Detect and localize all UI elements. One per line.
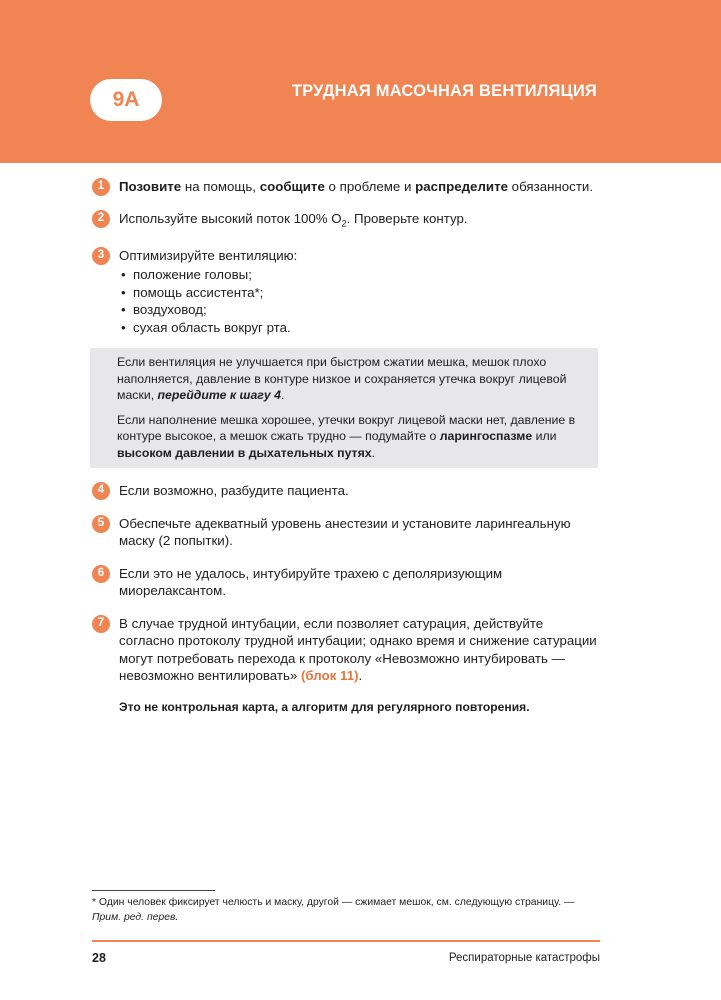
step-6-text: Если это не удалось, интубируйте трахею с деполяризующим миорелаксантом. xyxy=(119,565,503,599)
step-4 xyxy=(92,482,600,500)
step-1-text-1: на помощь, xyxy=(181,179,260,194)
step-7-text-end: . xyxy=(358,668,363,684)
info-paragraph-1 xyxy=(117,354,588,404)
step-7 xyxy=(92,615,600,685)
step-5-text: Обеспечьте адекватный уровень анестезии и установите ларингеальную маску (2 попытки). xyxy=(119,515,571,549)
main-content xyxy=(92,178,600,714)
step-number-badge: 7 xyxy=(92,615,110,633)
step-1-bold-2: сообщите xyxy=(259,179,325,194)
info-text: Если вентиляция не улучшается при быстром сжатии мешка, мешок плохо наполняется, давление в контуре низкое и сохраняется утечка вокруг лицевой маски, xyxy=(117,355,567,403)
step-1-text-2: о проблеме и xyxy=(324,179,416,194)
info-text-end: . xyxy=(371,445,376,460)
step-6 xyxy=(92,565,600,600)
step-2 xyxy=(92,210,600,233)
step-number-badge: 3 xyxy=(92,247,110,265)
step-3 xyxy=(92,247,600,337)
list-item: • сухая область вокруг рта. xyxy=(119,319,600,337)
info-text: или xyxy=(532,429,557,444)
step-number-badge: 5 xyxy=(92,515,110,533)
info-paragraph-2 xyxy=(117,412,588,462)
footnote-editor-note: Прим. ред. перев. xyxy=(92,911,179,923)
step-7-text: В случае трудной интубации, если позволяет сатурация, действуйте согласно протоколу трудной интубации; однако время и снижение сатурации могут потребовать перехода к протоколу «Невозможно интубировать — невозможно вентилировать» xyxy=(119,615,597,684)
list-item: • воздуховод; xyxy=(119,301,600,319)
step-number-badge: 1 xyxy=(92,178,110,196)
step-1 xyxy=(92,178,600,196)
step-1-text-3: обязанности. xyxy=(507,179,594,194)
step-2-text-2: . Проверьте контур. xyxy=(346,210,468,226)
info-bold: ларингоспазме xyxy=(439,429,533,444)
info-emphasis: перейдите к шагу 4 xyxy=(157,388,281,403)
chapter-badge: 9A xyxy=(90,79,162,121)
step-number-badge: 4 xyxy=(92,482,110,500)
closing-note: Это не контрольная карта, а алгоритм для регулярного повторения. xyxy=(119,699,530,714)
step-3-text: Оптимизируйте вентиляцию: xyxy=(119,247,298,263)
footnote-divider xyxy=(92,890,215,891)
step-4-text: Если возможно, разбудите пациента. xyxy=(119,483,349,499)
page-number: 28 xyxy=(92,951,106,965)
footnote-text: * Один человек фиксирует челюсть и маску, другой — сжимает мешок, см. следующую страницу. — xyxy=(92,897,575,908)
block-reference-link[interactable]: (блок 11) xyxy=(300,668,359,684)
list-item: • положение головы; xyxy=(119,266,600,284)
info-text-end: . xyxy=(280,388,285,403)
footnote xyxy=(92,896,600,925)
oxygen-subscript: 2 xyxy=(341,218,347,229)
step-2-text-1: Используйте высокий поток 100% O xyxy=(119,210,342,226)
header-banner xyxy=(0,0,721,163)
info-text: Если наполнение мешка хорошее, утечки вокруг лицевой маски нет, давление в контуре высокое, а мешок сжать трудно — подумайте о xyxy=(117,412,576,444)
step-1-bold-3: распределите xyxy=(415,179,508,194)
step-1-bold-1: Позовите xyxy=(119,179,182,194)
step-number-badge: 2 xyxy=(92,210,110,228)
page-title: ТРУДНАЯ МАСОЧНАЯ ВЕНТИЛЯЦИЯ xyxy=(291,82,597,100)
info-bold: высоком давлении в дыхательных путях xyxy=(117,445,372,460)
section-name: Респираторные катастрофы xyxy=(448,952,600,964)
footer-divider xyxy=(92,940,600,942)
bullet-list xyxy=(119,266,600,336)
info-box xyxy=(90,348,598,468)
step-5 xyxy=(92,515,600,550)
step-number-badge: 6 xyxy=(92,565,110,583)
list-item: • помощь ассистента*; xyxy=(119,284,600,302)
